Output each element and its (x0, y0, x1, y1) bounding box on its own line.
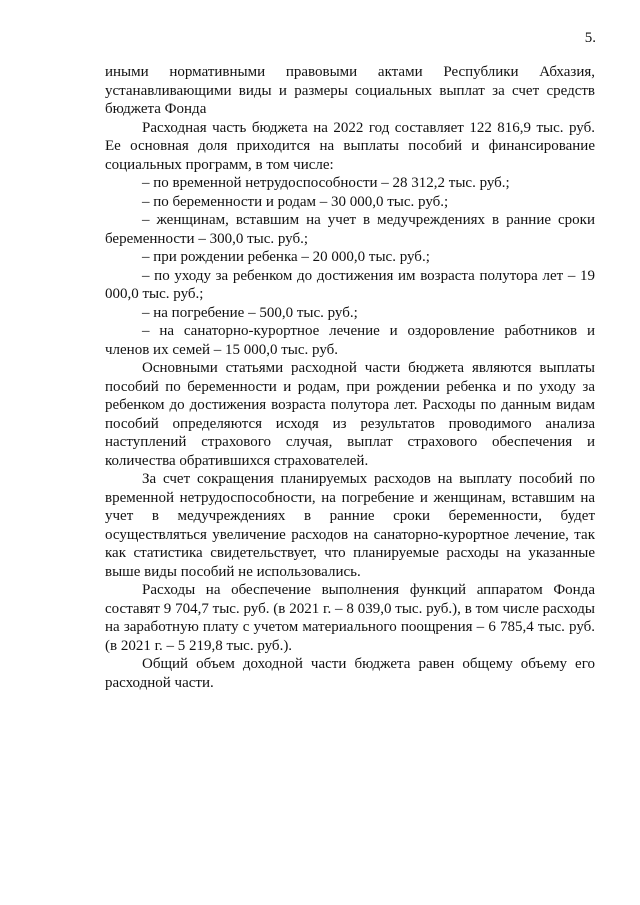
list-item-temporary-disability: – по временной нетрудоспособности – 28 312,2 тыс. руб.; (142, 175, 510, 191)
paragraph-main-articles: Основными статьями расходной части бюджета являются выплаты пособий по беременности и родам, при рождении ребенка и по уходу за ребенком до достижения возраста полутора лет. Расходы по данным видам пособий определяются исходя из результатов проводимого анализа наступлений страхового случая, выплат страхового обеспечения и количества обратившихся страхователей. (105, 360, 595, 469)
paragraph-admin-expenses: Расходы на обеспечение выполнения функций аппаратом Фонда составят 9 704,7 тыс. руб. (в 2021 г. – 8 039,0 тыс. руб.), в том числе расходы на заработную плату с учетом материального поощрения – 6 785,4 тыс. руб. (в 2021 г. – 5 219,8 тыс. руб.). (105, 582, 595, 654)
list-item-early-registration: – женщинам, вставшим на учет в медучреждениях в ранние сроки беременности – 300,0 тыс. руб.; (105, 212, 595, 247)
list-item-burial: – на погребение – 500,0 тыс. руб.; (142, 304, 358, 321)
list-item-sanatorium: – на санаторно-курортное лечение и оздоровление работников и членов их семей – 15 000,0 тыс. руб. (105, 323, 595, 358)
list-item-child-care: – по уходу за ребенком до достижения им возраста полутора лет – 19 000,0 тыс. руб.; (105, 267, 595, 302)
paragraph-balance: Общий объем доходной части бюджета равен общему объему его расходной части. (105, 656, 595, 691)
paragraph-expenditure-total: Расходная часть бюджета на 2022 год составляет 122 816,9 тыс. руб. Ее основная доля приходится на выплаты пособий и финансирование социальных программ, в том числе: (105, 119, 595, 173)
document-body (105, 63, 595, 692)
page-number: 5. (584, 30, 596, 46)
paragraph-reduction: За счет сокращения планируемых расходов на выплату пособий по временной нетрудоспособности, на погребение и женщинам, вставшим на учет в медучреждениях в ранние сроки беременности, будет осуществляться увеличение расходов на санаторно-курортное лечение, так как статистика свидетельствует, что планируемые расходы на указанные выше виды пособий не использовались. (105, 471, 595, 580)
paragraph-legal-acts: иными нормативными правовыми актами Республики Абхазия, устанавливающими виды и размеры социальных выплат за счет средств бюджета Фонда (105, 64, 595, 117)
list-item-child-birth: – при рождении ребенка – 20 000,0 тыс. руб.; (142, 249, 430, 265)
list-item-pregnancy-birth: – по беременности и родам – 30 000,0 тыс. руб.; (142, 193, 449, 210)
